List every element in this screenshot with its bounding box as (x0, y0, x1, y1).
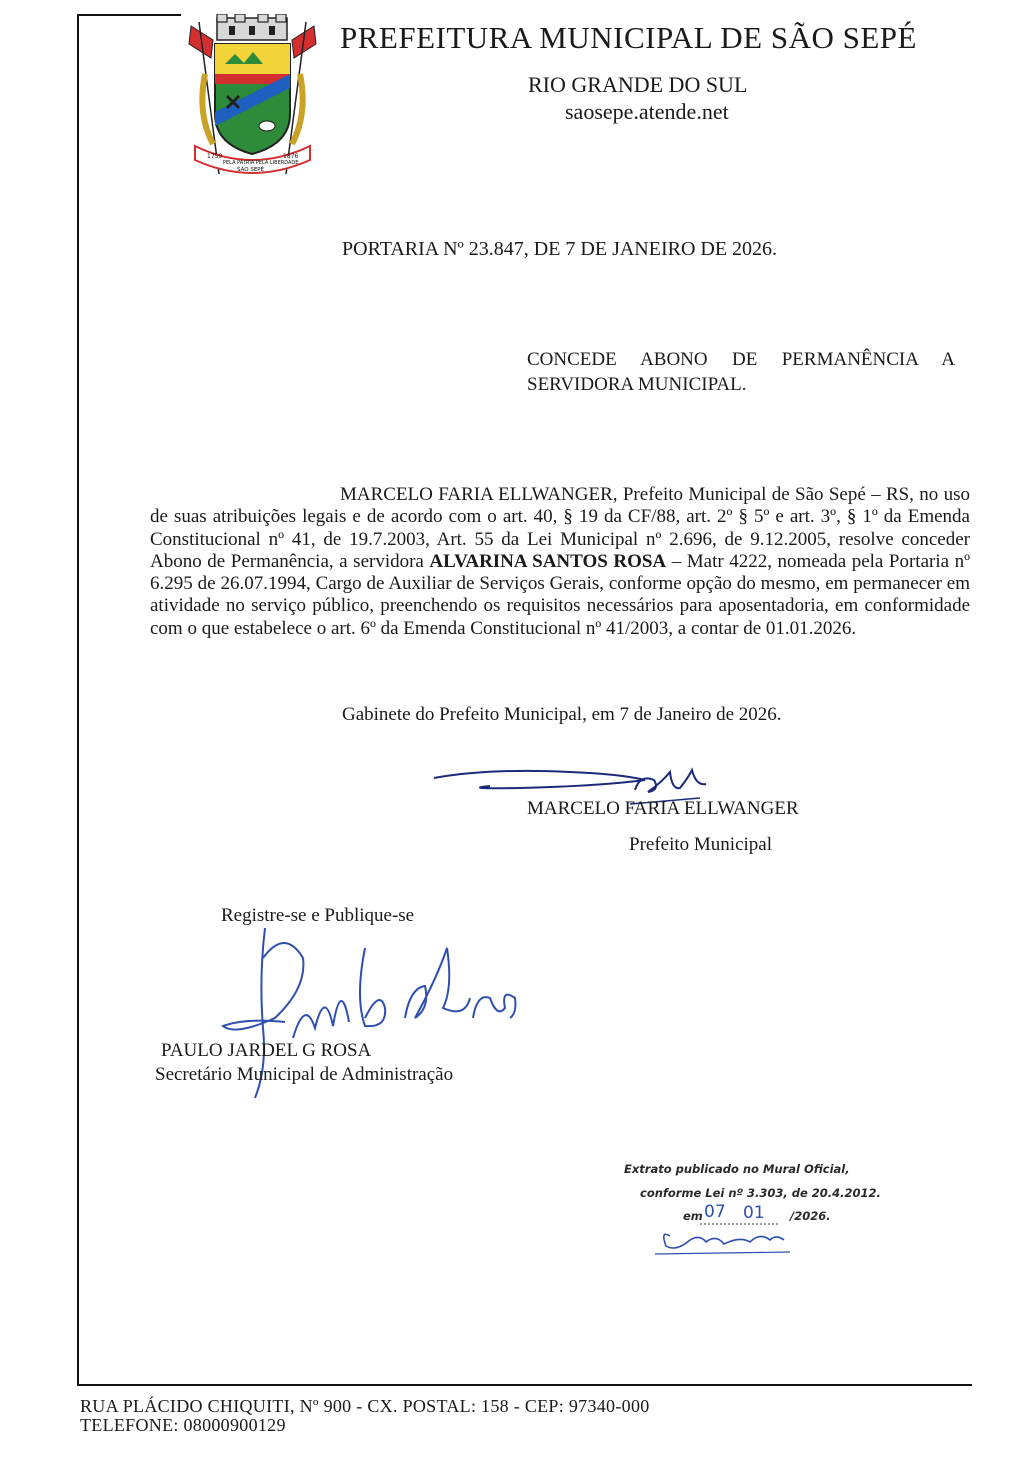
footer-phone: TELEFONE: 08000900129 (80, 1415, 286, 1435)
publication-stamp (600, 1160, 890, 1260)
stamp-em: em (683, 1209, 703, 1223)
crest-motto: PELA PÁTRIA PELA LIBERDADE (223, 160, 299, 166)
footer-address: RUA PLÁCIDO CHIQUITI, Nº 900 - CX. POSTAL: 158 - CEP: 97340-000 (80, 1396, 650, 1416)
registre-publique-line: Registre-se e Publique-se (221, 905, 415, 926)
signatory-role: Prefeito Municipal (629, 834, 772, 855)
crest-year-left: 1750 (207, 153, 223, 160)
signatory-name: MARCELO FARIA ELLWANGER (527, 798, 799, 819)
frame-bottom-line (77, 1384, 972, 1386)
stamp-date-day: 07 (704, 1202, 726, 1222)
website-link[interactable]: saosepe.atende.net (565, 99, 729, 124)
frame-left-line (77, 14, 79, 1386)
page-title: PREFEITURA MUNICIPAL DE SÃO SEPÉ (340, 20, 917, 55)
portaria-heading: PORTARIA Nº 23.847, DE 7 DE JANEIRO DE 2026. (342, 238, 778, 260)
stamp-line1: Extrato publicado no Mural Oficial, (624, 1162, 850, 1176)
body-paragraph (150, 484, 970, 640)
ementa-text: CONCEDE ABONO DE PERMANÊNCIA A SERVIDORA MUNICIPAL. (527, 349, 955, 395)
frame-top-line (77, 14, 181, 16)
state-name: RIO GRANDE DO SUL (528, 72, 748, 97)
crest-city: SÃO SEPÉ (237, 167, 265, 173)
municipal-crest-icon (185, 14, 320, 179)
servidora-name: ALVARINA SANTOS ROSA (429, 550, 667, 572)
stamp-date-month: 01 (743, 1203, 765, 1223)
body-text-part1: MARCELO FARIA ELLWANGER, Prefeito Municipal de São Sepé – RS, no uso de suas atribuições legais e de acordo com o art. 40, § 19 da CF/88, art. 2º § 5º e art. 3º, § 1º da Emenda Constitucional nº 41, de 19.7.2003, Art. 55 da Lei Municipal nº 2.696, de 9.12.2005, resolve conceder Abono de Permanência, a servidora (150, 484, 970, 572)
crest-year-right: 1876 (283, 153, 299, 160)
secretary-role: Secretário Municipal de Administração (155, 1064, 454, 1085)
stamp-line2: conforme Lei nº 3.303, de 20.4.2012. (640, 1186, 881, 1200)
stamp-date-year: /2026. (790, 1209, 831, 1223)
secretary-name: PAULO JARDEL G ROSA (161, 1040, 372, 1061)
body-text-part2: – Matr 4222, nomeada pela Portaria nº 6.295 de 26.07.1994, Cargo de Auxiliar de Serviços Gerais, conforme opção do mesmo, em permanecer em atividade no serviço público, preenchendo os requisitos necessários para aposentadoria, em conformidade com o que estabelece o art. 6º da Emenda Constitucional nº 41/2003, a contar de 01.01.2026. (150, 550, 970, 639)
stamp-underline-icon (600, 1160, 890, 1260)
gabinete-date-line: Gabinete do Prefeito Municipal, em 7 de Janeiro de 2026. (342, 704, 782, 725)
